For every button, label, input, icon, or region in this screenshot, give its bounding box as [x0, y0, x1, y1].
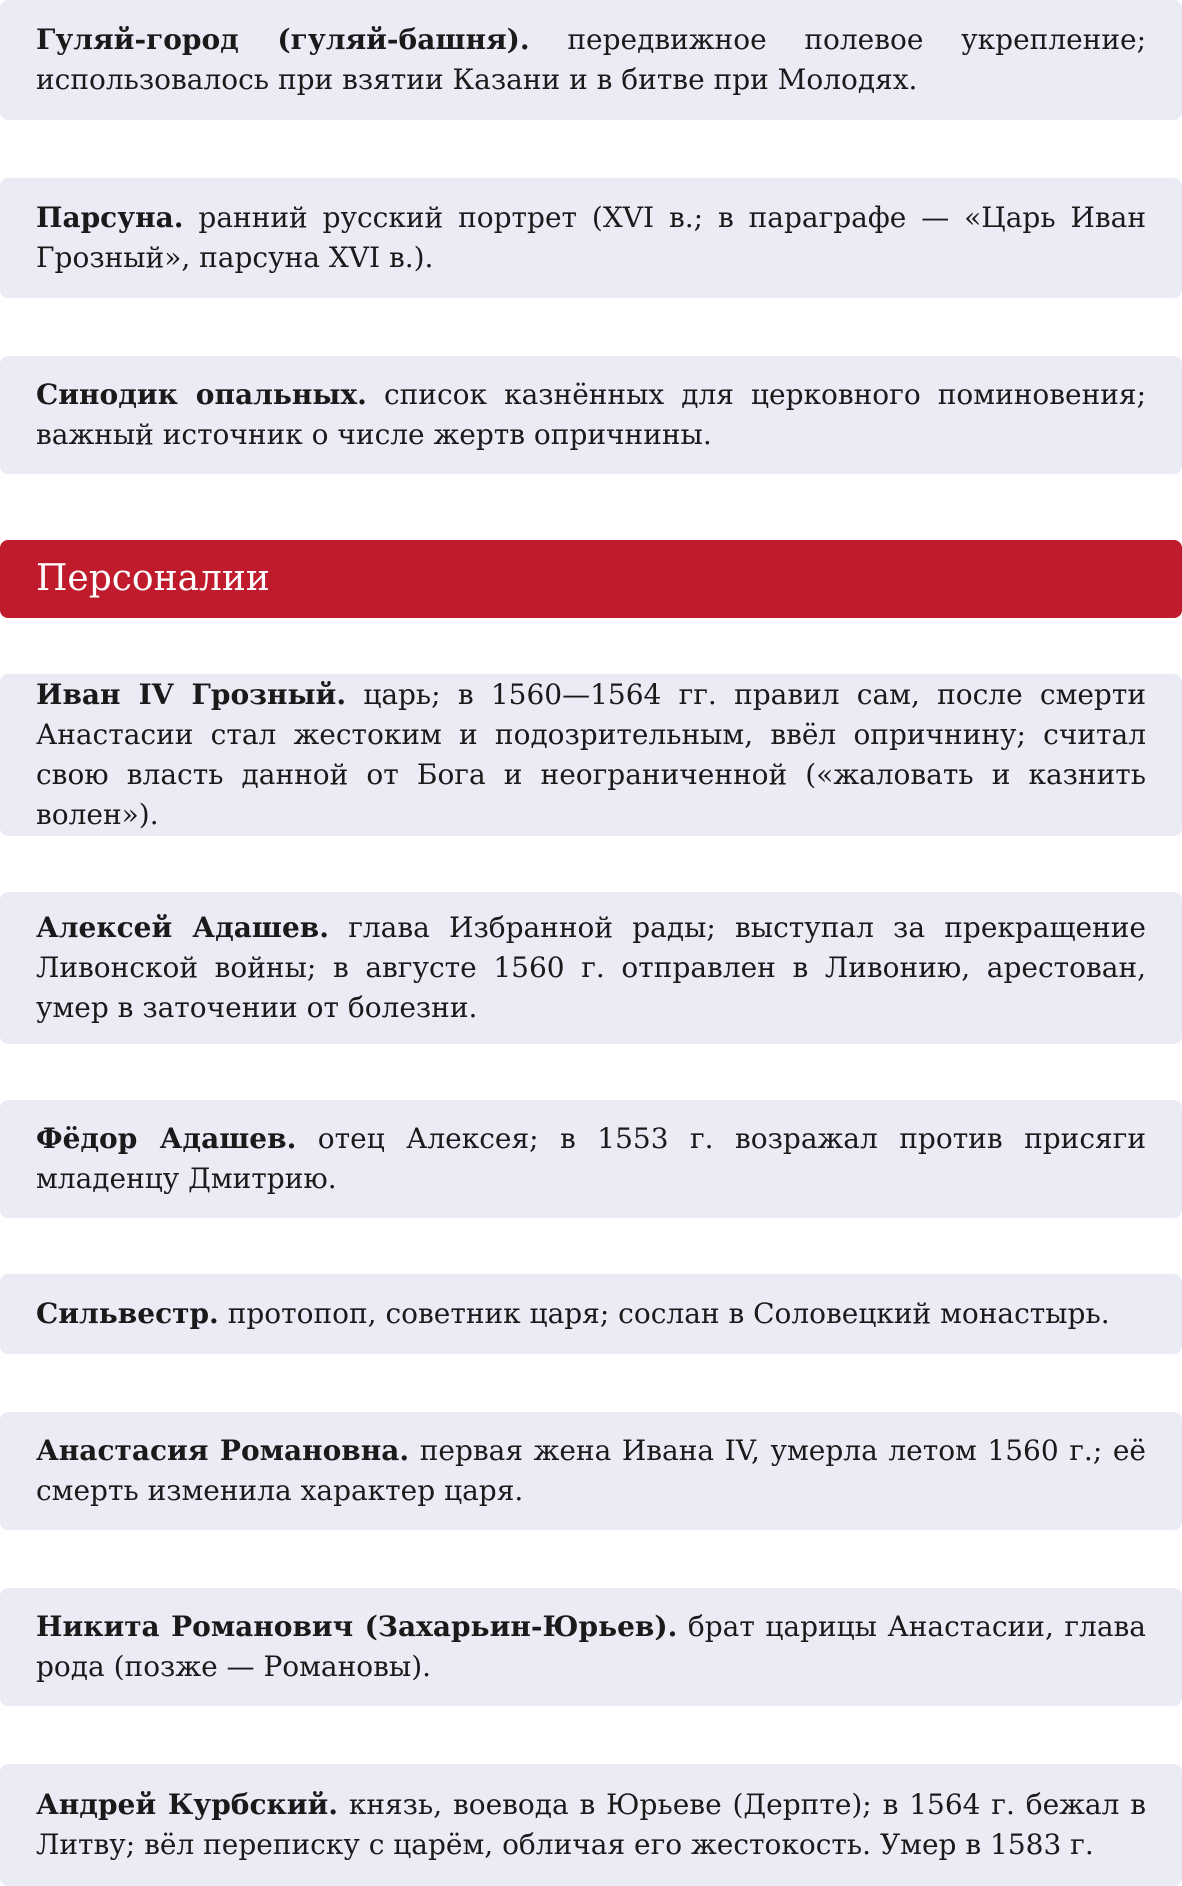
person-card-anastasia: [0, 1412, 1182, 1530]
person-entry: [36, 1607, 1146, 1687]
glossary-term: Парсуна.: [36, 201, 184, 234]
person-card-ivan-iv: [0, 674, 1182, 836]
person-description: глава Избранной рады; выступал за прекращение Ливонской войны; в августе 1560 г. отправлен в Ливонию, арестован, умер в заточении от болезни.: [36, 911, 1147, 1024]
person-description: князь, воевода в Юрьеве (Дерпте); в 1564 г. бежал в Литву; вёл переписку с царём, обличая его жестокость. Умер в 1583 г.: [36, 1788, 1146, 1861]
glossary-definition: передвижное полевое укрепление; использовалось при взятии Казани и в битве при Молодях.: [36, 23, 1147, 96]
section-title: Персоналии: [36, 558, 270, 599]
person-description: первая жена Ивана IV, умерла летом 1560 г.; её смерть изменила характер царя.: [36, 1434, 1146, 1507]
person-description: отец Алексея; в 1553 г. возражал против присяги младенцу Дмитрию.: [36, 1122, 1146, 1195]
person-entry: [36, 1785, 1146, 1865]
glossary-card-parsuna: [0, 178, 1182, 298]
glossary-card-gulyay-gorod: [0, 0, 1182, 120]
person-name: Сильвестр.: [36, 1297, 219, 1330]
glossary-definition: список казнённых для церковного поминовения; важный источник о числе жертв опричнины.: [36, 378, 1147, 451]
glossary-definition: ранний русский портрет (XVI в.; в параграфе — «Царь Иван Грозный», парсуна XVI в.).: [36, 201, 1146, 274]
person-entry: [36, 675, 1146, 835]
person-name: Андрей Курбский.: [36, 1788, 339, 1821]
person-entry: [36, 908, 1146, 1028]
glossary-entry: [36, 198, 1146, 278]
person-name: Никита Романович (Захарьин-Юрьев).: [36, 1610, 678, 1643]
person-card-fedor-adashev: [0, 1100, 1182, 1218]
person-card-andrey-kurbsky: [0, 1764, 1182, 1886]
person-card-silvestr: [0, 1274, 1182, 1354]
glossary-card-sinodik: [0, 356, 1182, 474]
person-name: Фёдор Адашев.: [36, 1122, 297, 1155]
section-header-persons: [0, 540, 1182, 618]
person-description: брат царицы Анастасии, глава рода (позже — Романовы).: [36, 1610, 1146, 1683]
person-description: протопоп, советник царя; сослан в Соловецкий монастырь.: [218, 1297, 1110, 1330]
person-card-aleksey-adashev: [0, 892, 1182, 1044]
glossary-term: Синодик опальных.: [36, 378, 367, 411]
glossary-term: Гуляй-город (гуляй-башня).: [36, 23, 530, 56]
person-name: Анастасия Романовна.: [36, 1434, 410, 1467]
person-name: Иван IV Грозный.: [36, 678, 347, 711]
person-name: Алексей Адашев.: [36, 911, 329, 944]
glossary-entry: [36, 375, 1146, 455]
person-entry: [36, 1294, 1110, 1334]
person-description: царь; в 1560—1564 гг. правил сам, после смерти Анастасии стал жестоким и подозрительным, ввёл опричнину; считал свою власть данной от Бога и неограниченной («жаловать и казнить волен»).: [36, 678, 1146, 831]
person-entry: [36, 1431, 1146, 1511]
glossary-entry: [36, 20, 1146, 100]
person-entry: [36, 1119, 1146, 1199]
person-card-nikita-romanovich: [0, 1588, 1182, 1706]
